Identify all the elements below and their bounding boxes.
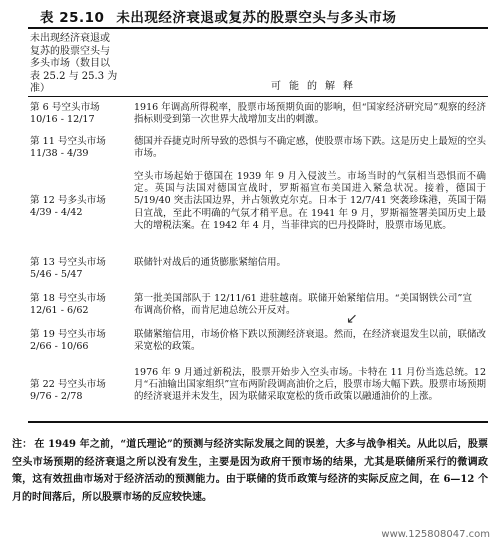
- row-explanation: 空头市场起始于德国在 1939 年 9 月入侵波兰。市场当时的气氛相当恐惧而不确定。英国与法国对德国宣战时，罗斯福宣布美国进入紧急状况。接着，德国于 5/19/40 突击法国边界，并占领敦克尔克。日本于 12/7/41 突袭珍珠港，英国于隔日宣战，至此不明确的气氛才稍平息。在 1941 年 9 月，罗斯福签署美国历史上最大的增税法案。在 1942 年 4 月，当菲律宾的巴丹投降时，股票市场见底。: [134, 171, 486, 231]
- table-number: 表 25.10: [40, 10, 105, 26]
- row-explanation: 联储紧缩信用，市场价格下跌以预测经济衰退。然而，在经济衰退发生以前，联储改采宽松的政策。: [134, 329, 486, 353]
- header-right: 可能的解释: [271, 81, 361, 92]
- top-rule: [28, 27, 488, 29]
- row-explanation: 1976 年 9 月通过新税法，股票开始步入空头市场。卡特在 11 月份当选总统。12 月“石油输出国家组织”宣布两阶段调高油价之后，股票市场大幅下跌。股票市场预期的经济衰退并未发生，因为联储采取宽松的货币政策以融通油价的上涨。: [134, 367, 486, 403]
- row-explanation: 第一批美国部队于 12/11/61 进驻越南。联储开始紧缩信用。“美国钢铁公司”宣布调高价格，而肯尼迪总统公开反对。: [134, 293, 472, 317]
- table-note: [12, 436, 488, 506]
- table-title-text: 未出现经济衰退或复苏的股票空头与多头市场: [116, 10, 397, 26]
- row-label: 第 12 号多头市场 4/39 - 4/42: [30, 195, 106, 218]
- row-explanation: 联储针对战后的通货膨胀紧缩信用。: [134, 257, 287, 268]
- row-explanation: 1916 年调高所得税率，股票市场预期负面的影响，但“国家经济研究局”观察的经济指标则受到第一次世界大战增加支出的刺激。: [134, 102, 486, 126]
- table-title: [40, 6, 480, 26]
- watermark-url: www.125808047.com: [381, 529, 490, 540]
- row-explanation: 德国并吞捷克时所导致的恐惧与不确定感，使股票市场下跌。这是历史上最短的空头市场。: [134, 136, 486, 160]
- row-label: 第 18 号空头市场 12/61 - 6/62: [30, 293, 106, 316]
- handwritten-mark: ↙: [346, 311, 358, 327]
- row-label: 第 11 号空头市场 11/38 - 4/39: [30, 136, 106, 159]
- row-label: 第 6 号空头市场 10/16 - 12/17: [30, 102, 100, 125]
- header-rule: [28, 96, 488, 97]
- row-label: 第 19 号空头市场 2/66 - 10/66: [30, 329, 106, 352]
- row-label: 第 13 号空头市场 5/46 - 5/47: [30, 257, 106, 280]
- bottom-rule: [28, 421, 488, 423]
- note-lead: 注：: [12, 439, 33, 450]
- note-text: 在 1949 年之前，“道氏理论”的预测与经济实际发展之间的误差，大多与战争相关。从此以后，股票空头市场预期的经济衰退之所以没有发生，主要是因为政府干预市场的结果，尤其是联储所采行的微调政策，这有效扭曲市场对于经济活动的预测能力。由于联储的货币政策与经济的实际反应之间，在 6—12 个月的时间落后，所以股票市场的反应较快速。: [12, 439, 488, 503]
- header-left: 未出现经济衰退或 复苏的股票空头与 多头市场（数目以 表 25.2 与 25.3 为 准）: [30, 33, 118, 95]
- row-label: 第 22 号空头市场 9/76 - 2/78: [30, 379, 106, 402]
